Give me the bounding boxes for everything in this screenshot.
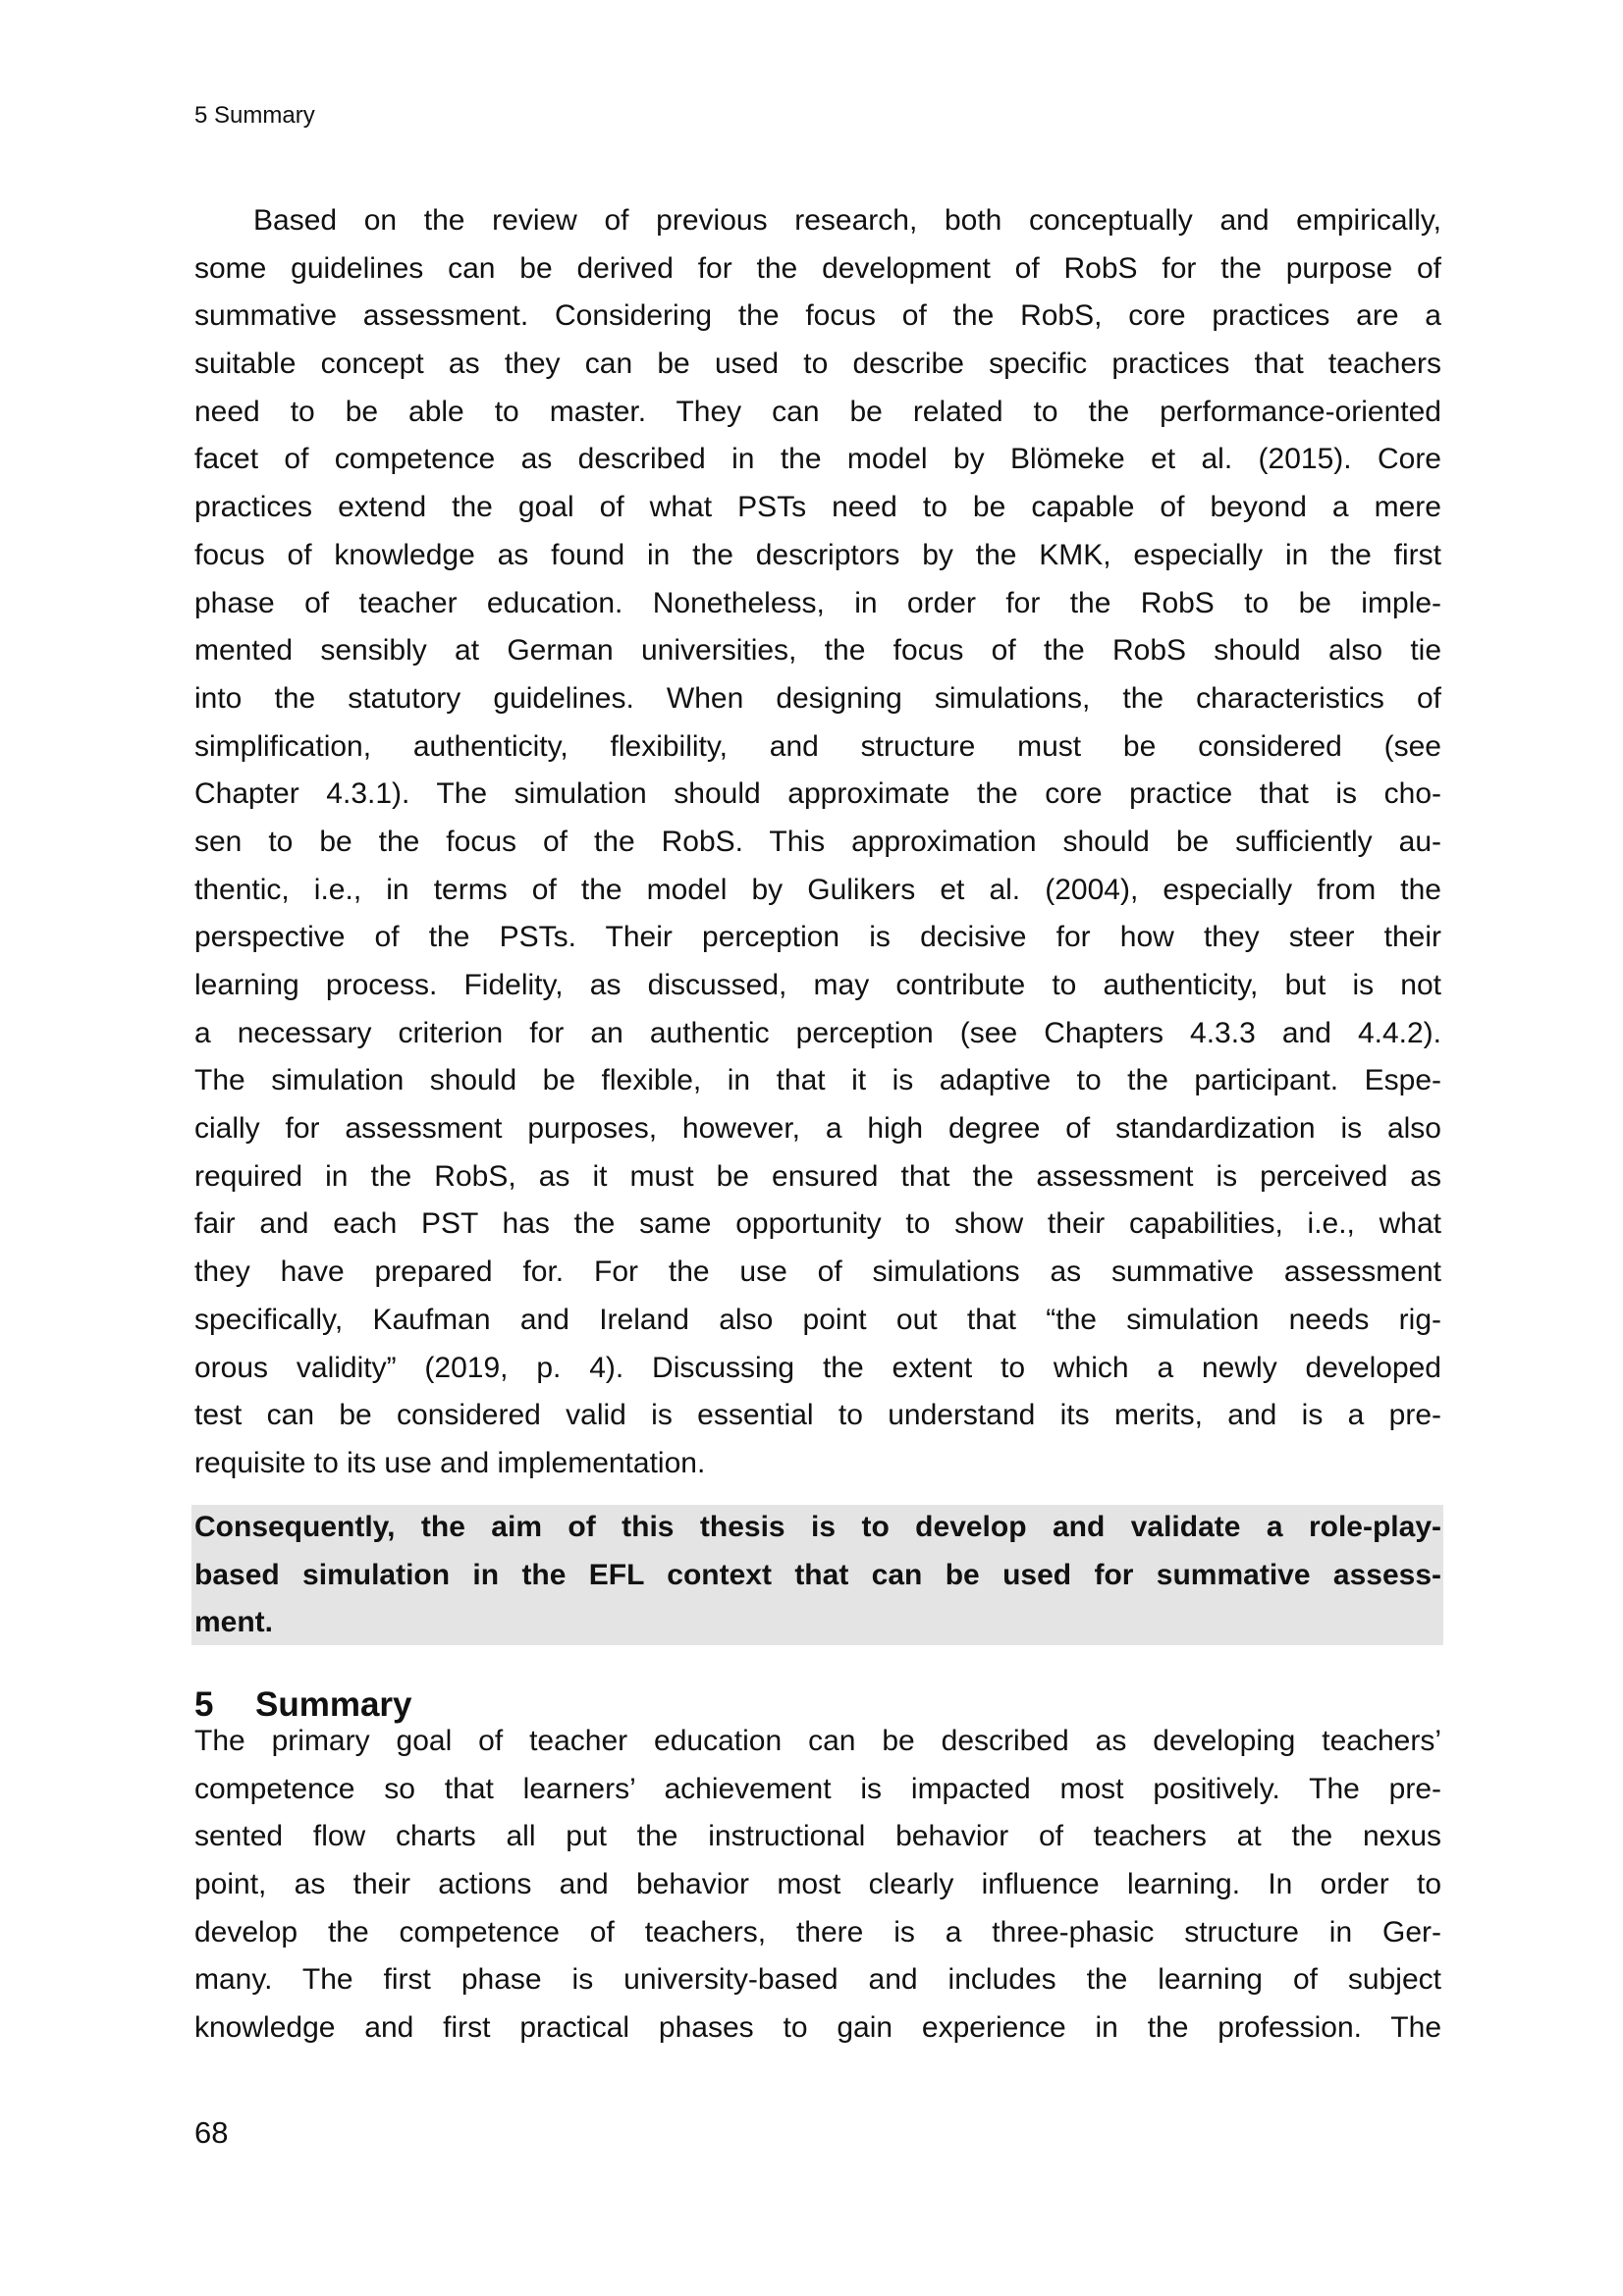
paragraph-summary: [194, 1718, 1441, 2053]
text-line: focus of knowledge as found in the descriptors by the KMK, especially in the first: [194, 538, 1441, 571]
text-line: required in the RobS, as it must be ensured that the assessment is perceived as: [194, 1159, 1441, 1193]
text-line: some guidelines can be derived for the development of RobS for the purpose of: [194, 251, 1441, 285]
text-line: ment.: [194, 1606, 274, 1639]
text-line: thentic, i.e., in terms of the model by Gulikers et al. (2004), especially from the: [194, 873, 1441, 906]
paragraph-guidelines: [194, 197, 1441, 1488]
text-line: cially for assessment purposes, however, a high degree of standardization is also: [194, 1112, 1441, 1146]
text-line: The simulation should be flexible, in that it is adaptive to the participant. Espe-: [194, 1064, 1441, 1097]
text-line: knowledge and first practical phases to gain experience in the profession. The: [194, 2011, 1441, 2045]
text-line: mented sensibly at German universities, the focus of the RobS should also tie: [194, 634, 1441, 667]
text-line: a necessary criterion for an authentic perception (see Chapters 4.3.3 and 4.4.2).: [194, 1016, 1441, 1049]
text-line: develop the competence of teachers, there is a three-phasic structure in Ger-: [194, 1915, 1441, 1949]
text-line: requisite to its use and implementation.: [194, 1446, 706, 1479]
text-line: test can be considered valid is essential to understand its merits, and is a pre-: [194, 1399, 1441, 1432]
text-line: Based on the review of previous research, both conceptually and empirically,: [253, 204, 1441, 237]
section-number: 5: [194, 1685, 214, 1724]
running-header: 5 Summary: [194, 102, 315, 129]
text-line: sented flow charts all put the instructional behavior of teachers at the nexus: [194, 1820, 1441, 1853]
text-line: practices extend the goal of what PSTs need to be capable of beyond a mere: [194, 491, 1441, 524]
page-number: 68: [194, 2115, 229, 2150]
text-line: summative assessment. Considering the focus of the RobS, core practices are a: [194, 299, 1441, 333]
text-line: phase of teacher education. Nonetheless, in order for the RobS to be imple-: [194, 586, 1441, 619]
text-line: they have prepared for. For the use of simulations as summative assessment: [194, 1255, 1441, 1289]
text-line: based simulation in the EFL context that can be used for summative assess-: [194, 1558, 1441, 1591]
text-line: competence so that learners’ achievement is impacted most positively. The pre-: [194, 1772, 1441, 1805]
text-line: sen to be the focus of the RobS. This approximation should be sufficiently au-: [194, 825, 1441, 858]
section-title: Summary: [255, 1685, 412, 1724]
text-line: facet of competence as described in the model by Blömeke et al. (2015). Core: [194, 443, 1441, 476]
text-line: perspective of the PSTs. Their perception is decisive for how they steer their: [194, 921, 1441, 954]
aim-highlight-box: [191, 1505, 1443, 1645]
text-line: fair and each PST has the same opportunity to show their capabilities, i.e., what: [194, 1207, 1441, 1241]
text-line: specifically, Kaufman and Ireland also point out that “the simulation needs rig-: [194, 1303, 1441, 1336]
text-line: learning process. Fidelity, as discussed, may contribute to authenticity, but is not: [194, 969, 1441, 1001]
text-line: Consequently, the aim of this thesis is to develop and validate a role-play-: [194, 1511, 1441, 1543]
text-line: into the statutory guidelines. When designing simulations, the characteristics of: [194, 681, 1441, 715]
text-line: orous validity” (2019, p. 4). Discussing the extent to which a newly developed: [194, 1351, 1441, 1384]
text-line: point, as their actions and behavior most clearly influence learning. In order to: [194, 1868, 1441, 1901]
text-line: suitable concept as they can be used to describe specific practices that teachers: [194, 347, 1441, 381]
text-line: Chapter 4.3.1). The simulation should approximate the core practice that is cho-: [194, 777, 1441, 811]
text-line: The primary goal of teacher education can be described as developing teachers’: [194, 1725, 1441, 1757]
text-line: simplification, authenticity, flexibility, and structure must be considered (see: [194, 729, 1441, 763]
text-line: many. The first phase is university-based and includes the learning of subject: [194, 1963, 1441, 1997]
text-line: need to be able to master. They can be related to the performance-oriented: [194, 395, 1441, 428]
